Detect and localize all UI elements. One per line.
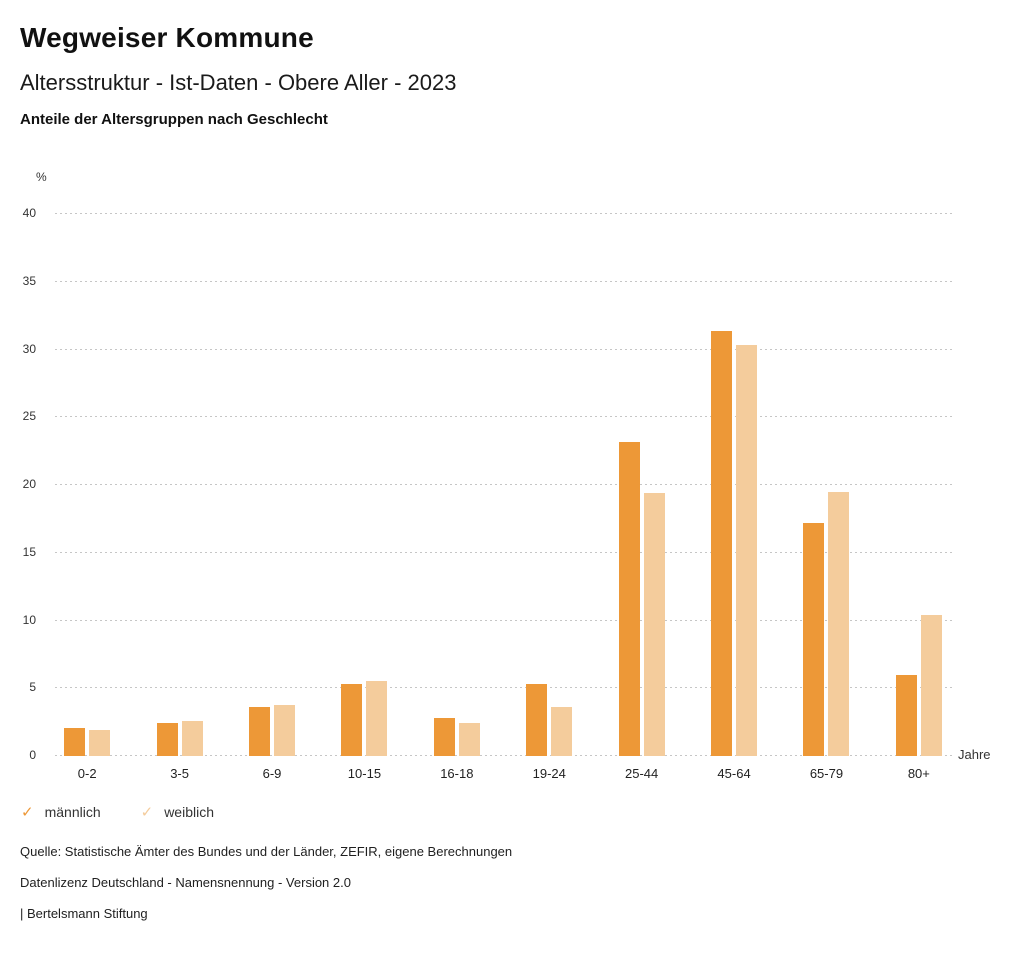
legend-item-maennlich[interactable] (21, 804, 101, 820)
bar-weiblich-6-9[interactable] (274, 705, 295, 756)
page-title: Wegweiser Kommune (20, 22, 314, 53)
bar-weiblich-10-15[interactable] (366, 681, 387, 756)
y-tick-25: 25 (22, 409, 36, 424)
x-category-0-2: 0-2 (77, 766, 97, 781)
bar-group-3-5 (133, 214, 225, 756)
bar-weiblich-65-79[interactable] (828, 492, 849, 756)
bar-maennlich-65-79[interactable] (803, 523, 824, 756)
x-axis-unit-label: Jahre (958, 747, 991, 762)
bar-maennlich-6-9[interactable] (249, 707, 270, 756)
chart-legend (20, 804, 1004, 820)
license-note: Datenlizenz Deutschland - Namensnennung - Version 2.0 (20, 875, 351, 890)
x-category-19-24: 19-24 (532, 766, 566, 781)
bar-maennlich-0-2[interactable] (64, 728, 85, 756)
bar-group-16-18 (411, 214, 503, 756)
x-category-45-64: 45-64 (717, 766, 751, 781)
bar-maennlich-25-44[interactable] (619, 442, 640, 756)
source-note: Quelle: Statistische Ämter des Bundes und der Länder, ZEFIR, eigene Berechnungen (20, 844, 513, 859)
x-category-65-79: 65-79 (809, 766, 844, 781)
bar-group-80+ (873, 214, 965, 756)
y-tick-30: 30 (22, 341, 36, 356)
legend-label-maennlich: männlich (44, 804, 101, 820)
age-structure-bar-chart (20, 168, 1004, 780)
attribution-note: | Bertelsmann Stiftung (20, 906, 148, 921)
plot-area (22, 206, 952, 762)
bar-weiblich-45-64[interactable] (736, 345, 757, 756)
wegweiser-kommune-page (0, 22, 1024, 921)
x-category-10-15: 10-15 (347, 766, 382, 781)
y-tick-10: 10 (22, 612, 36, 627)
y-tick-0: 0 (29, 748, 36, 762)
bar-maennlich-16-18[interactable] (434, 718, 455, 756)
bar-weiblich-25-44[interactable] (644, 493, 665, 756)
bar-weiblich-80+[interactable] (921, 615, 942, 756)
y-tick-15: 15 (22, 544, 36, 559)
bar-weiblich-3-5[interactable] (182, 721, 203, 756)
bar-weiblich-16-18[interactable] (459, 723, 480, 756)
y-tick-5: 5 (29, 680, 36, 695)
chart-footer (20, 845, 1004, 921)
legend-label-weiblich: weiblich (164, 804, 214, 820)
bar-maennlich-19-24[interactable] (526, 684, 547, 756)
x-category-80+: 80+ (907, 766, 930, 781)
bar-group-19-24 (503, 214, 595, 756)
x-category-16-18: 16-18 (440, 766, 474, 781)
bar-maennlich-80+[interactable] (896, 675, 917, 756)
bar-weiblich-19-24[interactable] (551, 707, 572, 756)
y-tick-20: 20 (22, 477, 36, 491)
bar-series-container (41, 214, 965, 756)
bar-group-10-15 (318, 214, 410, 756)
check-icon: ✓ (21, 803, 34, 821)
x-axis-category-labels (41, 766, 965, 781)
x-category-25-44: 25-44 (625, 766, 659, 781)
report-subtitle: Altersstruktur - Ist-Daten - Obere Aller - 2023 (20, 70, 457, 95)
y-tick-40: 40 (22, 206, 36, 220)
chart-title: Anteile der Altersgruppen nach Geschlecht (20, 111, 328, 128)
bar-weiblich-0-2[interactable] (89, 730, 110, 756)
check-icon: ✓ (140, 803, 154, 821)
bar-group-0-2 (41, 214, 133, 756)
y-axis-unit-label: % (36, 170, 47, 184)
legend-item-weiblich[interactable] (141, 804, 214, 820)
bar-group-65-79 (780, 214, 872, 756)
bar-group-45-64 (688, 214, 780, 756)
x-category-3-5: 3-5 (170, 766, 189, 781)
bar-group-25-44 (595, 214, 687, 756)
bar-maennlich-3-5[interactable] (157, 723, 178, 756)
x-category-6-9: 6-9 (262, 766, 282, 781)
bar-group-6-9 (226, 214, 318, 756)
y-tick-35: 35 (22, 273, 36, 288)
bar-maennlich-10-15[interactable] (341, 684, 362, 756)
bar-maennlich-45-64[interactable] (711, 331, 732, 756)
